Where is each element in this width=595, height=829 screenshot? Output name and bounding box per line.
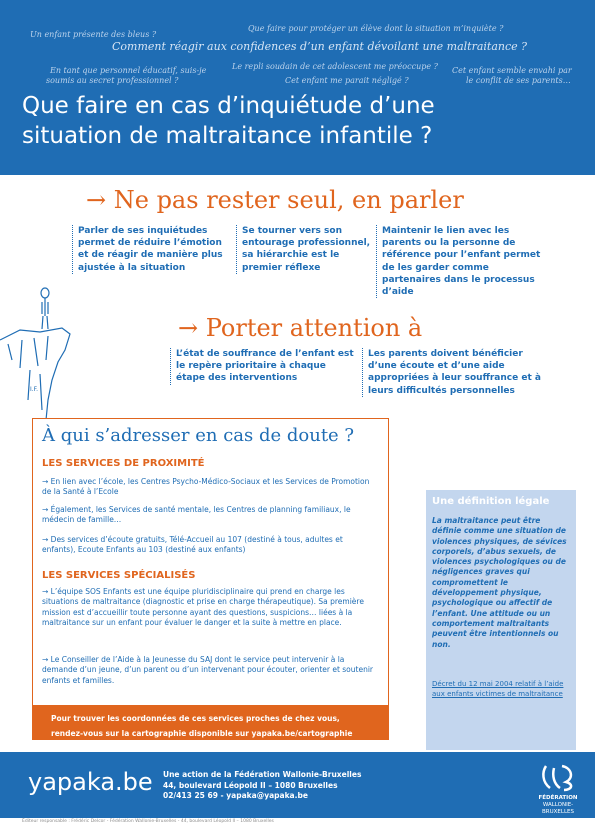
col-parler-1: Parler de ses inquiétudes permet de réduire l’émotion et de réagir de manière plus ajustée à la situation xyxy=(72,225,228,274)
item-sos-enfants: → L’équipe SOS Enfants est une équipe pluridisciplinaire qui prend en charge les situations de maltraitance (diagnostic et prise en charge thérapeutique). Sa première mission est d’accueillir toute personne ayant des questions, suspicions… liées à la maltraitance sur un enfant pour évaluer le danger et la suite à mettre en place. xyxy=(42,587,364,627)
header-banner xyxy=(0,0,595,175)
definition-title: Une définition légale xyxy=(432,496,550,507)
footer-address: Une action de la Fédération Wallonie-Bruxelles 44, boulevard Léopold II – 1080 Bruxelles 02/413 25 69 - yapaka@yapaka.be xyxy=(163,770,362,800)
subtitle-specialises: LES SERVICES SPÉCIALISÉS xyxy=(42,570,196,581)
fwb-logo: FÉDÉRATION WALLONIE-BRUXELLES xyxy=(533,762,583,816)
contacts-box xyxy=(32,418,389,740)
col-attention-1: L’état de souffrance de l’enfant est le repère prioritaire à chaque étape des interventions xyxy=(170,348,356,385)
item-sante-mentale: → Également, les Services de santé mentale, les Centres de planning familiaux, le médecin de famille… xyxy=(42,505,351,525)
col-parler-2: Se tourner vers son entourage professionnel, sa hiérarchie est le premier réflexe xyxy=(236,225,372,274)
subtitle-proximite: LES SERVICES DE PROXIMITÉ xyxy=(42,458,205,469)
question-2: Que faire pour protéger un élève dont la situation m’inquiète ? xyxy=(248,24,504,33)
definition-text: La maltraitance peut être définie comme une situation de violences physiques, de sévices corporels, d’abus sexuels, de violences psychologiques ou de négligences graves qui compromettent le développement physique, psychologique ou affectif de l’enfant. Une attitude ou un comportement maltraitants peuvent être intentionnels ou non. xyxy=(432,516,567,649)
question-5: Le repli soudain de cet adolescent me préoccupe ? xyxy=(232,62,438,71)
col-attention-2: Les parents doivent bénéficier d’une écoute et d’une aide appropriées à leur souffrance et à leurs difficultés personnelles xyxy=(362,348,553,397)
signature: I.F. xyxy=(30,386,39,393)
question-7b: le conflit de ses parents… xyxy=(466,76,571,85)
question-4a: En tant que personnel éducatif, suis-je xyxy=(50,66,207,75)
decree-link[interactable]: Décret du 12 mai 2004 relatif à l’aide aux enfants victimes de maltraitance xyxy=(432,680,564,698)
question-7a: Cet enfant semble envahi par xyxy=(452,66,572,75)
cartographie-banner[interactable]: Pour trouver les coordonnées de ces services proches de chez vous, rendez-vous sur la cartographie disponible sur yapaka.be/cartographie xyxy=(33,705,388,739)
editor-note: Éditeur responsable : Frédéric Delcor - Fédération Wallonie-Bruxelles - 44, boulevard Léopold II – 1080 Bruxelles xyxy=(22,819,274,824)
item-psms: → En lien avec l’école, les Centres Psycho-Médico-Sociaux et les Services de Promotion de la Santé à l’Ecole xyxy=(42,477,370,497)
footer xyxy=(0,752,595,818)
question-3: Comment réagir aux confidences d’un enfant dévoilant une maltraitance ? xyxy=(112,40,528,53)
yapaka-logo: yapaka.be xyxy=(28,768,153,796)
col-parler-3: Maintenir le lien avec les parents ou la personne de référence pour l’enfant permet de les garder comme partenaires dans le processus d’aide xyxy=(376,225,542,298)
section-title-attention: → Porter attention à xyxy=(178,314,423,342)
question-4b: soumis au secret professionnel ? xyxy=(46,76,179,85)
question-6: Cet enfant me parait négligé ? xyxy=(285,76,409,85)
contacts-title: À qui s’adresser en cas de doute ? xyxy=(42,425,355,446)
item-saj: → Le Conseiller de l’Aide à la Jeunesse du SAJ dont le service peut intervenir à la demande d’un jeune, d’un parent ou d’un intervenant pour écouter, orienter et soutenir enfants et familles. xyxy=(42,655,373,685)
section-title-parler: → Ne pas rester seul, en parler xyxy=(86,186,464,214)
question-1: Un enfant présente des bleus ? xyxy=(30,30,157,39)
fwb-emblem-icon xyxy=(538,762,578,792)
page-title: Que faire en cas d’inquiétude d’une situation de maltraitance infantile ? xyxy=(22,93,435,149)
item-ecoute: → Des services d’écoute gratuits, Télé-Accueil au 107 (destiné à tous, adultes et enfants), Ecoute Enfants au 103 (destiné aux enfants) xyxy=(42,535,343,555)
definition-panel xyxy=(426,490,576,750)
cliff-illustration-icon xyxy=(0,270,110,420)
